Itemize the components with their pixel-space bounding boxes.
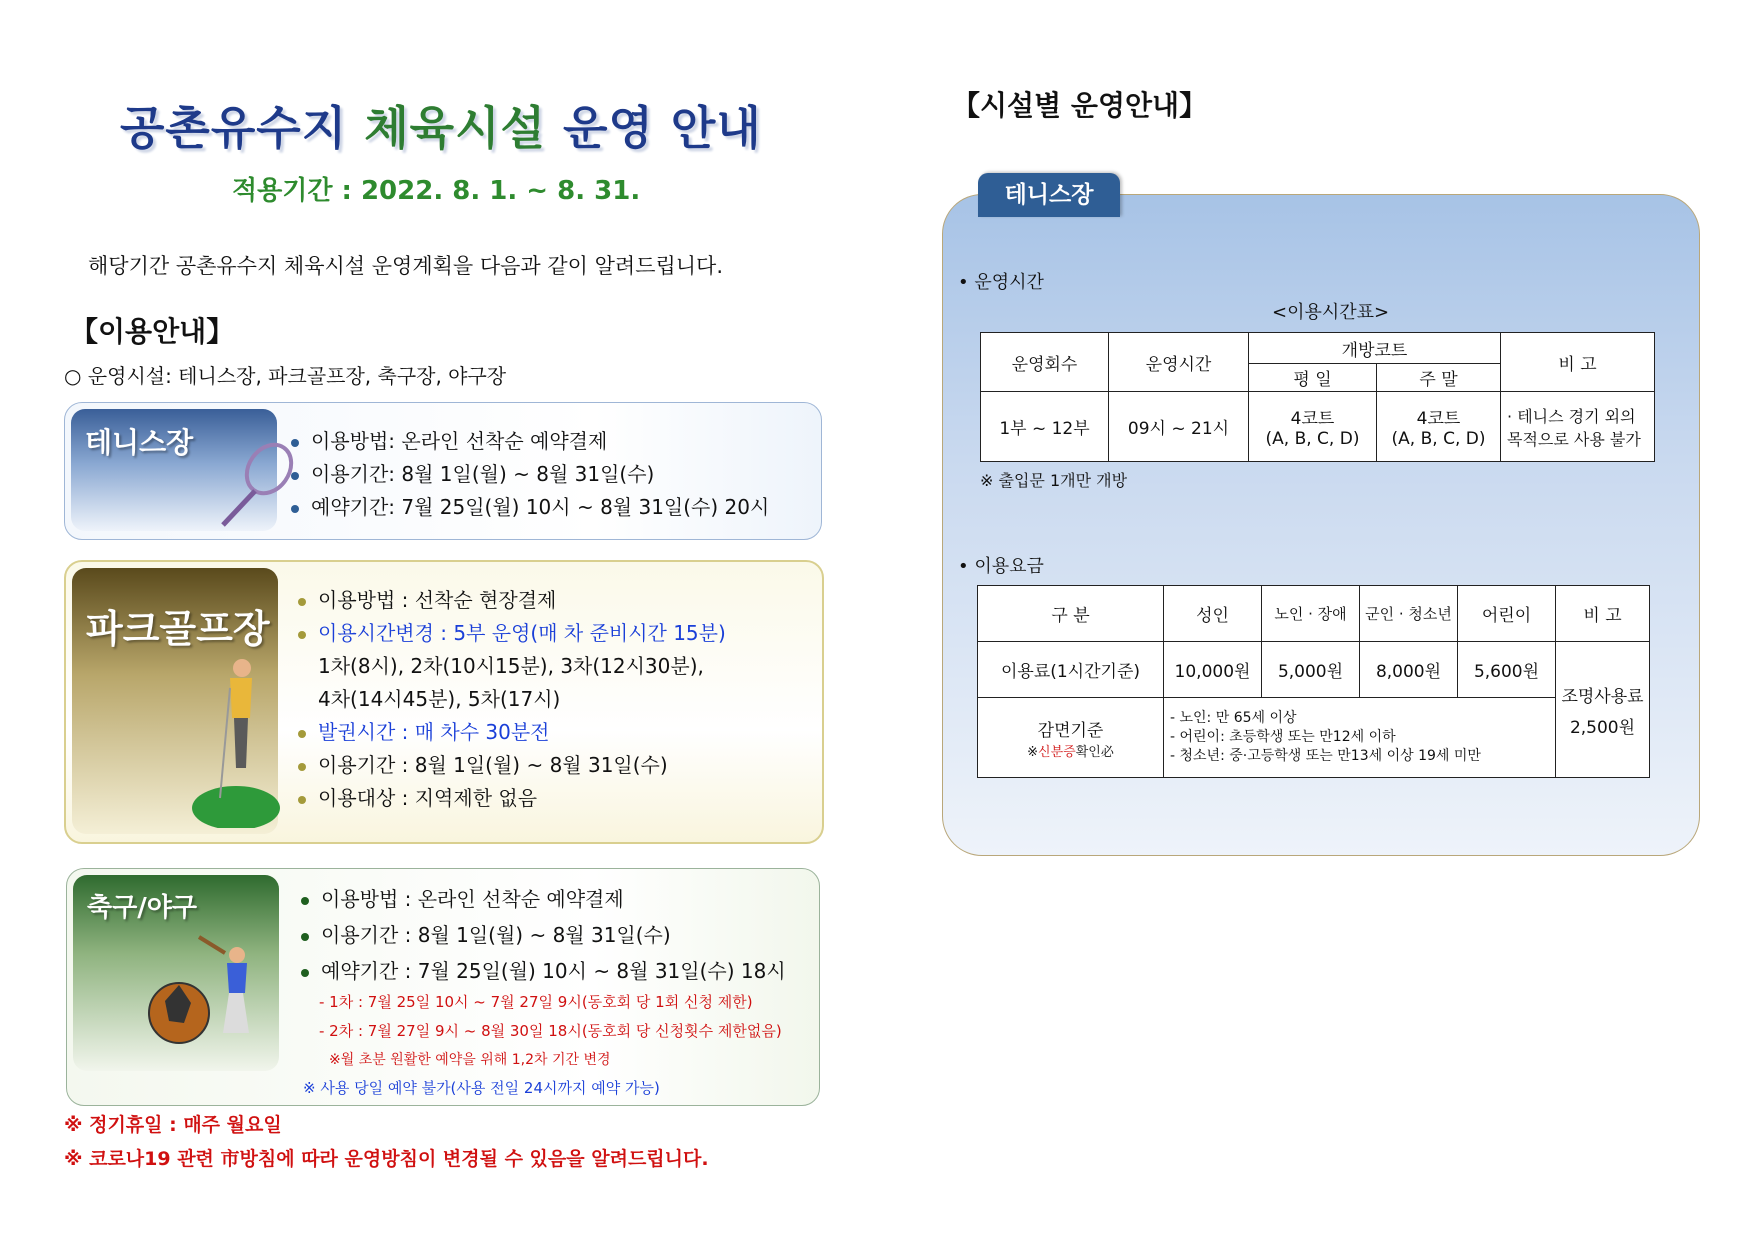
golf-item-3: 1차(8시), 2차(10시15분), 3차(12시30분), <box>318 654 704 678</box>
period-text: 적용기간 : 2022. 8. 1. ~ 8. 31. <box>232 176 641 206</box>
title-part3: 운영 안내 <box>562 101 762 155</box>
intro-text: 해당기간 공촌유수지 체육시설 운영계획을 다음과 같이 알려드립니다. <box>88 254 724 278</box>
tennis-item-1: 이용방법: 온라인 선착순 예약결제 <box>291 425 607 454</box>
tennis-item-3: 예약기간: 7월 25일(월) 10시 ~ 8월 31일(수) 20시 <box>291 491 769 520</box>
golf-item-5: 발권시간 : 매 차수 30분전 <box>298 716 550 745</box>
fees-row-label: 이용료(1시간기준) <box>978 642 1164 698</box>
hours-weekday-courts: 4코트 (A, B, C, D) <box>1249 392 1377 462</box>
tennis-item-2: 이용기간: 8월 1일(월) ~ 8월 31일(수) <box>291 458 654 487</box>
golf-item-2: 이용시간변경 : 5부 운영(매 차 준비시간 15분) <box>298 617 726 646</box>
note-covid: ※ 코로나19 관련 市방침에 따라 운영방침이 변경될 수 있음을 알려드립니다. <box>64 1148 709 1170</box>
ball-item-1: 이용방법 : 온라인 선착순 예약결제 <box>301 883 624 912</box>
fees-discount-criteria: - 노인: 만 65세 이상 - 어린이: 초등학생 또는 만12세 이하 - 청소년: 중·고등학생 또는 만13세 이상 19세 미만 <box>1164 698 1556 778</box>
fees-note: 조명사용료 2,500원 <box>1556 642 1650 778</box>
fees-header-adult: 성인 <box>1164 586 1262 642</box>
usage-heading: 【이용안내】 <box>70 315 235 348</box>
fees-senior: 5,000원 <box>1262 642 1360 698</box>
ball-item-4: - 1차 : 7월 25일 10시 ~ 7월 27일 9시(동호회 당 1회 신청 제한) <box>319 993 753 1011</box>
title-part2: 체육시설 <box>364 101 546 155</box>
hours-header-note: 비 고 <box>1501 333 1655 392</box>
ball-item-2: 이용기간 : 8월 1일(월) ~ 8월 31일(수) <box>301 919 671 948</box>
ball-item-7: ※ 사용 당일 예약 불가(사용 전일 24시까지 예약 가능) <box>303 1079 660 1097</box>
hours-header-rounds: 운영회수 <box>981 333 1109 392</box>
ball-item-5: - 2차 : 7월 27일 9시 ~ 8월 30일 18시(동호회 당 신청횟수 제한없음) <box>319 1022 782 1040</box>
golf-item-6: 이용기간 : 8월 1일(월) ~ 8월 31일(수) <box>298 749 668 778</box>
hours-table <box>980 332 1655 462</box>
fees-header-youth: 군인 · 청소년 <box>1360 586 1458 642</box>
fees-section-label: • 이용요금 <box>958 556 1044 577</box>
title-part1: 공촌유수지 <box>120 101 348 155</box>
hours-time: 09시 ~ 21시 <box>1109 392 1249 462</box>
golf-label: 파크골프장 <box>86 607 270 651</box>
hours-rounds: 1부 ~ 12부 <box>981 392 1109 462</box>
golf-item-7: 이용대상 : 지역제한 없음 <box>298 782 537 811</box>
fees-adult: 10,000원 <box>1164 642 1262 698</box>
hours-header-time: 운영시간 <box>1109 333 1249 392</box>
page-title <box>120 92 762 158</box>
tennis-racket-icon <box>211 439 301 529</box>
ball-item-3: 예약기간 : 7월 25일(월) 10시 ~ 8월 31일(수) 18시 <box>301 955 786 984</box>
ball-player-icon <box>139 933 279 1053</box>
hours-footnote: ※ 출입문 1개만 개방 <box>980 471 1128 490</box>
fees-header-child: 어린이 <box>1458 586 1556 642</box>
hours-section-label: • 운영시간 <box>958 272 1044 293</box>
ball-item-6: ※월 초분 원활한 예약을 위해 1,2차 기간 변경 <box>329 1052 611 1068</box>
facilities-line: ○ 운영시설: 테니스장, 파크골프장, 축구장, 야구장 <box>64 364 507 388</box>
tab-tennis[interactable]: 테니스장 <box>978 173 1120 217</box>
note-holiday: ※ 정기휴일 : 매주 월요일 <box>64 1114 282 1136</box>
tennis-tile <box>71 409 277 531</box>
hours-header-courts: 개방코트 <box>1249 333 1501 364</box>
tennis-label: 테니스장 <box>85 426 194 459</box>
hours-note: · 테니스 경기 외의 목적으로 사용 불가 <box>1501 392 1655 462</box>
right-heading: 【시설별 운영안내】 <box>952 89 1208 122</box>
ball-box <box>66 868 820 1106</box>
golf-tile <box>72 568 278 834</box>
ball-tile <box>73 875 279 1071</box>
fees-table <box>977 585 1650 778</box>
hours-header-weekend: 주 말 <box>1377 364 1501 392</box>
ball-label: 축구/야구 <box>87 893 197 923</box>
fees-discount-label: 감면기준 ※신분증확인必 <box>978 698 1164 778</box>
fees-header-note: 비 고 <box>1556 586 1650 642</box>
golfer-icon <box>190 648 300 828</box>
fees-youth: 8,000원 <box>1360 642 1458 698</box>
hours-weekend-courts: 4코트 (A, B, C, D) <box>1377 392 1501 462</box>
golf-item-1: 이용방법 : 선착순 현장결제 <box>298 584 556 613</box>
golf-item-4: 4차(14시45분), 5차(17시) <box>318 687 561 711</box>
fees-header-div: 구 분 <box>978 586 1164 642</box>
hours-header-weekday: 평 일 <box>1249 364 1377 392</box>
golf-box <box>64 560 824 844</box>
fees-child: 5,600원 <box>1458 642 1556 698</box>
hours-caption: <이용시간표> <box>1272 302 1390 323</box>
tennis-box <box>64 402 822 540</box>
fees-header-senior: 노인 · 장애 <box>1262 586 1360 642</box>
